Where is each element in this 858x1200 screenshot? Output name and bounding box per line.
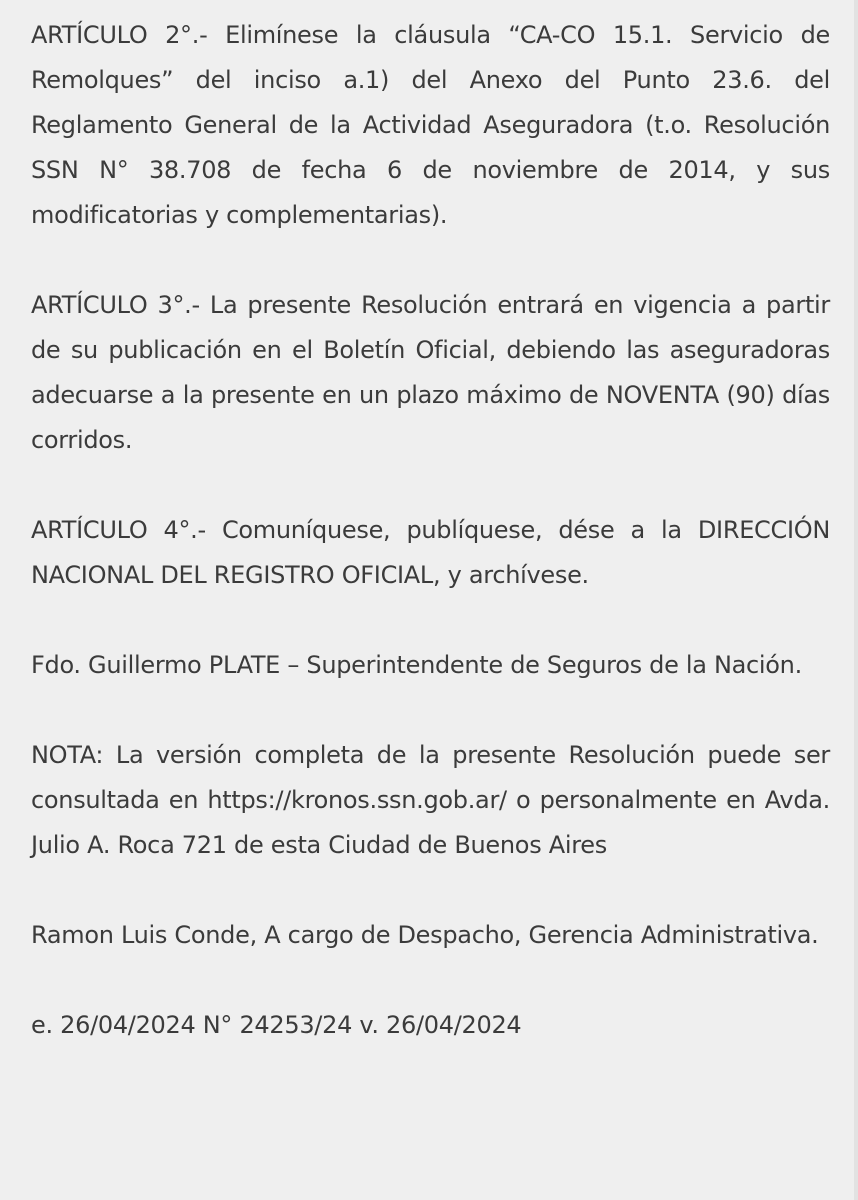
page-edge — [854, 0, 858, 1200]
article-2-paragraph: ARTÍCULO 2°.- Elimínese la cláusula “CA-CO 15.1. Servicio de Remolques” del inciso a.1) del Anexo del Punto 23.6. del Reglamento General de la Actividad Aseguradora (t.o. Resolución SSN N° 38.708 de fecha 6 de noviembre de 2014, y sus modificatorias y complementarias). — [31, 21, 830, 229]
article-4-paragraph: ARTÍCULO 4°.- Comuníquese, publíquese, dése a la DIRECCIÓN NACIONAL DEL REGISTRO OFICIAL, y archívese. — [31, 516, 830, 589]
publication-reference: e. 26/04/2024 N° 24253/24 v. 26/04/2024 — [31, 1011, 522, 1039]
article-3-paragraph: ARTÍCULO 3°.- La presente Resolución entrará en vigencia a partir de su publicación en el Boletín Oficial, debiendo las aseguradoras adecuarse a la presente en un plazo máximo de NOVENTA (90) días corridos. — [31, 291, 830, 454]
note-paragraph: NOTA: La versión completa de la presente Resolución puede ser consultada en https://kronos.ssn.gob.ar/ o personalmente en Avda. Julio A. Roca 721 de esta Ciudad de Buenos Aires — [31, 741, 830, 859]
issuer-paragraph: Ramon Luis Conde, A cargo de Despacho, Gerencia Administrativa. — [31, 921, 819, 949]
signature-paragraph: Fdo. Guillermo PLATE – Superintendente de Seguros de la Nación. — [31, 651, 802, 679]
